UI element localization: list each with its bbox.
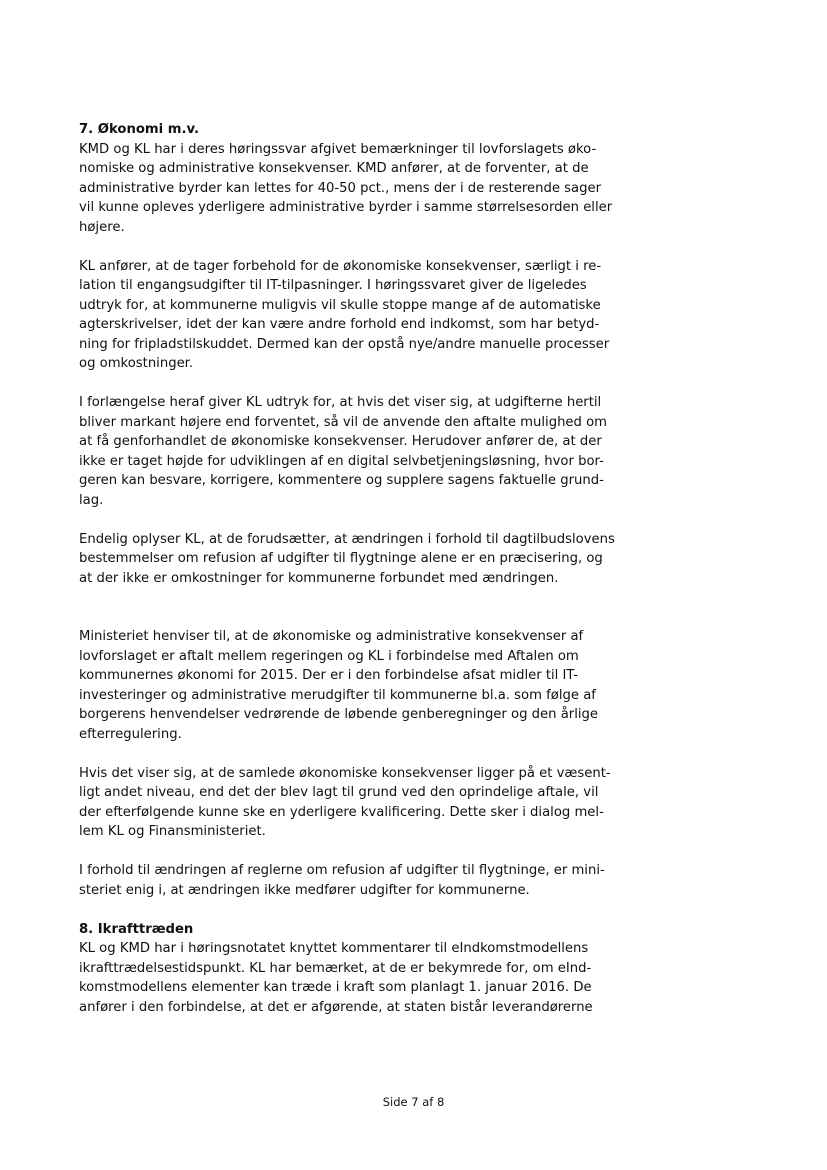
text-line: KL og KMD har i høringsnotatet knyttet kommentarer til eIndkomstmodellens [79, 941, 589, 956]
page-footer [0, 1094, 827, 1110]
text-line: administrative byrder kan lettes for 40-50 pct., mens der i de resterende sager [79, 180, 602, 196]
page-number: Side 7 af 8 [382, 1095, 445, 1109]
text-line: og omkostninger. [79, 356, 194, 371]
text-line: ligt andet niveau, end det der blev lagt til grund ved den oprindelige aftale, vil [79, 785, 599, 800]
text-line: I forhold til ændringen af reglerne om refusion af udgifter til flygtninge, er mini- [79, 863, 605, 878]
text-line: investeringer og administrative merudgifter til kommunerne bl.a. som følge af [79, 687, 596, 703]
text-line: anfører i den forbindelse, at det er afgørende, at staten bistår leverandørerne [79, 999, 593, 1015]
text-line: højere. [79, 219, 125, 235]
text-line: lag. [79, 492, 104, 508]
paragraph [79, 764, 609, 842]
section-heading-ikrafttraeden: 8. Ikrafttræden [79, 921, 194, 937]
text-line: ikke er taget højde for udviklingen af en digital selvbetjeningsløsning, hvor bor- [79, 453, 604, 469]
text-line: Hvis det viser sig, at de samlede økonomiske konsekvenser ligger på et væsent- [79, 765, 611, 781]
paragraph [79, 627, 609, 744]
text-line: at få genforhandlet de økonomiske konsekvenser. Herudover anfører de, at der [79, 434, 602, 449]
text-line: at der ikke er omkostninger for kommunerne forbundet med ændringen. [79, 570, 559, 586]
text-line: lem KL og Finansministeriet. [79, 824, 266, 839]
text-line: agterskrivelser, idet der kan være andre forhold end indkomst, som har betyd- [79, 317, 600, 332]
text-line: udtryk for, at kommunerne muligvis vil skulle stoppe mange af de automatiske [79, 297, 601, 313]
text-line: borgerens henvendelser vedrørende de løbende genberegninger og den årlige [79, 707, 599, 722]
text-line: steriet enig i, at ændringen ikke medfører udgifter for kommunerne. [79, 882, 530, 898]
text-line: kommunernes økonomi for 2015. Der er i den forbindelse afsat midler til IT- [79, 668, 579, 683]
text-line: vil kunne opleves yderligere administrative byrder i samme størrelsesorden eller [79, 200, 613, 215]
text-line: der efterfølgende kunne ske en yderligere kvalificering. Dette sker i dialog mel- [79, 804, 604, 820]
text-line: komstmodellens elementer kan træde i kraft som planlagt 1. januar 2016. De [79, 980, 592, 995]
text-line: KMD og KL har i deres høringssvar afgivet bemærkninger til lovforslagets øko- [79, 141, 597, 157]
paragraph [79, 140, 613, 238]
text-line: bliver markant højere end forventet, så vil de anvende den aftalte mulighed om [79, 414, 608, 430]
text-line: nomiske og administrative konsekvenser. KMD anfører, at de forventer, at de [79, 161, 589, 176]
text-line: efterregulering. [79, 726, 182, 742]
text-line: Ministeriet henviser til, at de økonomiske og administrative konsekvenser af [79, 629, 584, 644]
paragraph [79, 939, 609, 1017]
text-line: lation til engangsudgifter til IT-tilpasninger. I høringssvaret giver de ligeledes [79, 278, 587, 293]
text-line: geren kan besvare, korrigere, kommentere og supplere sagens faktuelle grund- [79, 473, 604, 488]
paragraph [79, 393, 609, 510]
text-line: ning for fripladstilskuddet. Dermed kan der opstå nye/andre manuelle processer [79, 336, 610, 352]
text-line: lovforslaget er aftalt mellem regeringen og KL i forbindelse med Aftalen om [79, 648, 579, 664]
paragraph [79, 861, 609, 900]
text-line: Endelig oplyser KL, at de forudsætter, at ændringen i forhold til dagtilbudslovens [79, 531, 615, 547]
text-line: I forlængelse heraf giver KL udtryk for, at hvis det viser sig, at udgifterne hertil [79, 395, 602, 410]
paragraph [79, 530, 615, 589]
text-line: ikrafttrædelsestidspunkt. KL har bemærket, at de er bekymrede for, om eInd- [79, 960, 592, 976]
text-line: bestemmelser om refusion af udgifter til flygtninge alene er en præcisering, og [79, 551, 603, 566]
paragraph [79, 257, 609, 374]
document-body [79, 120, 615, 1017]
section-heading-okonomi: 7. Økonomi m.v. [79, 122, 200, 137]
text-line: KL anfører, at de tager forbehold for de økonomiske konsekvenser, særligt i re- [79, 258, 602, 274]
